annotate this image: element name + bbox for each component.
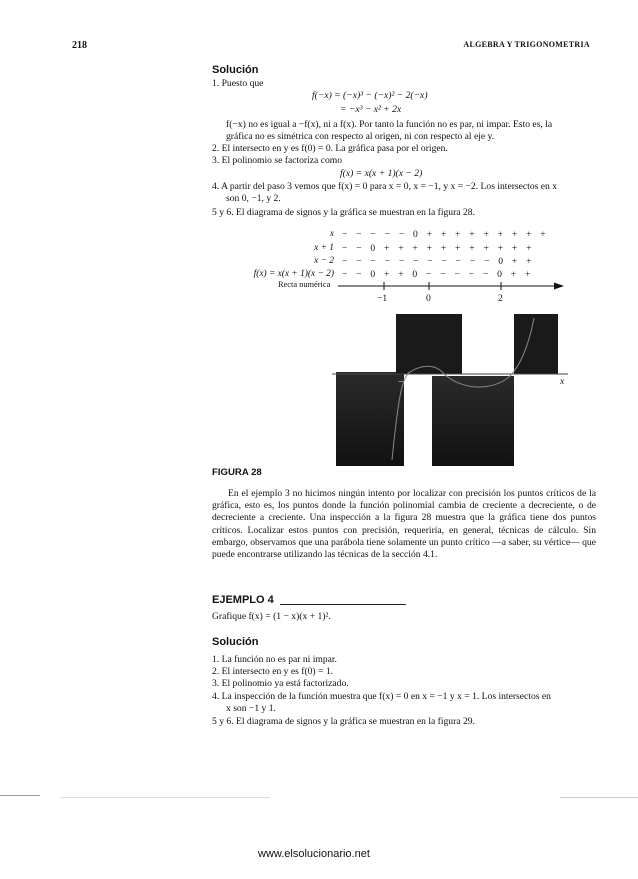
region-block-2 (396, 314, 462, 374)
sign-row-x-plus-1: − − 0 + + + + + + + + + + + (342, 243, 535, 254)
step-3: 3. El polinomio se factoriza como (212, 155, 343, 166)
symmetry-text-line1: f(−x) no es igual a −f(x), ni a f(x). Por tanto la función no es par, ni impar. Esto es, la (226, 119, 553, 130)
step-4-line2: son 0, −1, y 2. (226, 193, 281, 204)
figure-axis-x: x (560, 376, 565, 387)
scan-artifact-right (560, 797, 638, 798)
step-5-6: 5 y 6. El diagrama de signos y la gráfica se muestran en la figura 28. (212, 207, 475, 218)
example-4-solution-heading: Solución (212, 636, 259, 648)
equation-1: f(−x) = (−x)³ − (−x)² − 2(−x) (312, 90, 428, 101)
symmetry-text-line2: gráfica no es simétrica con respecto al origen, ni con respecto al eje y. (226, 131, 495, 142)
solution-heading: Solución (212, 64, 259, 76)
step-2: 2. El intersecto en y es f(0) = 0. La gráfica pasa por el origen. (212, 143, 448, 154)
equation-2: = −x³ − x² + 2x (340, 104, 402, 115)
region-block-4 (514, 314, 558, 374)
equation-3: f(x) = x(x + 1)(x − 2) (340, 168, 423, 179)
number-line (338, 278, 564, 294)
region-block-3 (432, 376, 514, 466)
tick-2: 2 (498, 293, 503, 304)
region-block-1 (336, 372, 404, 466)
footer-url[interactable]: www.elsolucionario.net (258, 848, 370, 860)
example-4-problem: Grafique f(x) = (1 − x)(x + 1)². (212, 611, 331, 622)
page-number: 218 (72, 40, 87, 51)
figure-28-graph (332, 310, 572, 466)
sign-row-label-fx: f(x) = x(x + 1)(x − 2) (253, 269, 334, 279)
example-4-heading: EJEMPLO 4 (212, 594, 274, 606)
example-4-step-2: 2. El intersecto en y es f(0) = 1. (212, 666, 334, 677)
step-4-line1: 4. A partir del paso 3 vemos que f(x) = 0 para x = 0, x = −1, y x = −2. Los intersectos en x (212, 181, 557, 192)
number-line-label: Recta numérica (278, 280, 331, 289)
sign-row-x: − − − − − 0 + + + + + + + + + (342, 229, 549, 240)
sign-row-fx: − − 0 + + 0 − − − − − 0 + + (342, 269, 534, 280)
example-4-step-4-line1: 4. La inspección de la función muestra que f(x) = 0 en x = −1 y x = 1. Los intersectos en (212, 691, 551, 702)
figure-caption: FIGURA 28 (212, 467, 262, 478)
scan-artifact-left (0, 795, 40, 796)
sign-row-label-x-minus-2: x − 2 (314, 256, 334, 266)
step-1-intro: 1. Puesto que (212, 78, 264, 89)
example-4-step-5-6: 5 y 6. El diagrama de signos y la gráfica se muestran en la figura 29. (212, 716, 475, 727)
example-4-step-1: 1. La función no es par ni impar. (212, 654, 337, 665)
example-4-step-4-line2: x son −1 y 1. (226, 703, 276, 714)
sign-row-label-x-plus-1: x + 1 (314, 243, 334, 253)
figure-axis-neg1: −1 (398, 377, 409, 388)
scan-artifact-mid (60, 797, 270, 798)
tick-neg1: −1 (377, 293, 388, 304)
tick-0: 0 (426, 293, 431, 304)
sign-row-label-x: x (329, 229, 334, 239)
critical-points-paragraph: En el ejemplo 3 no hicimos ningún intento por localizar con precisión los puntos críticos de la gráfica, esto es, los puntos donde la función polinomial cambia de creciente a decreciente, o de decreciente a creciente. Una inspección a la figura 28 muestra que la gráfica tiene dos puntos críticos. Localizar estos puntos con precisión, requeriría, en general, técnicas de cálculo. Sin embargo, observamos que una parábola tiene solamente un punto crítico —a saber, su vértice— que puede encontrarse utilizando las técnicas de la sección 4.1. (212, 488, 596, 561)
example-4-step-3: 3. El polinomio ya está factorizado. (212, 678, 349, 689)
running-header: ALGEBRA Y TRIGONOMETRIA (463, 40, 590, 49)
sign-row-x-minus-2: − − − − − − − − − − − 0 + + (342, 256, 535, 267)
example-4-rule (280, 604, 406, 605)
